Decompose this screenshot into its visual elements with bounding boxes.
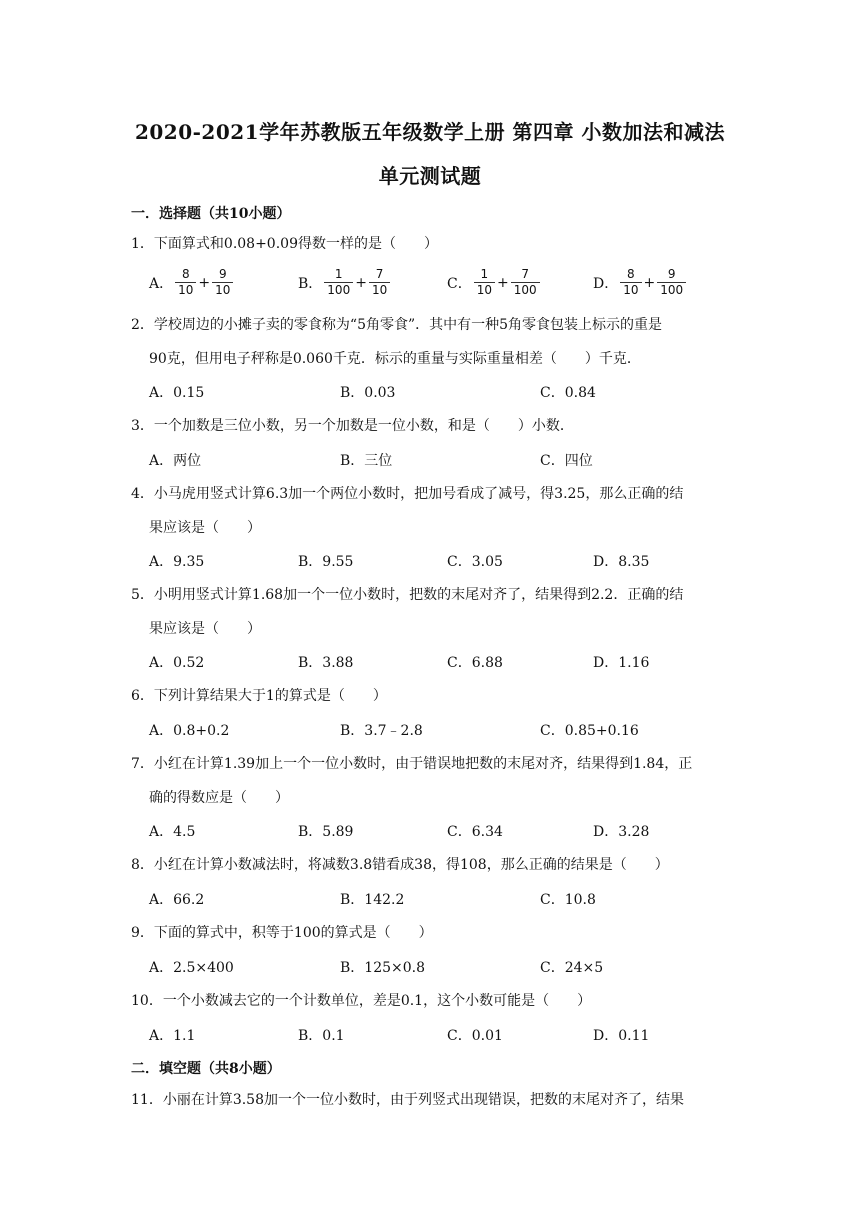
question-7 — [131, 747, 731, 815]
question-text-cont: 果应该是（ ） — [149, 520, 261, 536]
option-b: B．三位 — [340, 453, 393, 469]
question-text: 10．一个小数减去它的一个计数单位，差是0.1，这个小数可能是（ ） — [131, 993, 592, 1009]
option-c: C．24×5 — [540, 960, 604, 976]
option-d: D．3.28 — [593, 824, 650, 840]
question-2-options — [149, 382, 709, 406]
option-d: D．8.35 — [593, 554, 650, 570]
question-1 — [131, 227, 731, 261]
option-b: B．5.89 — [298, 824, 354, 840]
question-1-options — [149, 267, 709, 299]
question-10 — [131, 984, 731, 1018]
option-a: A．两位 — [149, 453, 202, 469]
option-c: C．0.85+0.16 — [540, 723, 639, 739]
option-c: C．0.01 — [447, 1028, 503, 1044]
question-text: 1．下面算式和0.08+0.09得数一样的是（ ） — [131, 236, 438, 252]
question-5 — [131, 578, 731, 646]
option-b: B． $\frac{1}{100}$ + $\frac{7}{10}$ — [298, 267, 392, 298]
section-heading-choice: 一．选择题（共10小题） — [131, 206, 291, 222]
option-a: A．0.15 — [149, 385, 205, 401]
question-text: 9．下面的算式中，积等于100的算式是（ ） — [131, 925, 433, 941]
option-c: C．6.88 — [447, 655, 503, 671]
option-c: C． $\frac{1}{10}$ + $\frac{7}{100}$ — [447, 267, 542, 298]
question-5-options — [149, 652, 709, 676]
option-b: B．0.03 — [340, 385, 396, 401]
section-heading-fill-blank: 二．填空题（共8小题） — [131, 1061, 281, 1077]
option-d: D．1.16 — [593, 655, 650, 671]
option-a: A．2.5×400 — [149, 960, 234, 976]
question-11 — [131, 1083, 731, 1117]
option-a: A．0.52 — [149, 655, 205, 671]
option-c: C．10.8 — [540, 892, 596, 908]
option-b: B．3.88 — [298, 655, 354, 671]
document-subtitle: 单元测试题 — [378, 164, 482, 188]
question-text: 6．下列计算结果大于1的算式是（ ） — [131, 688, 387, 704]
question-text: 4．小马虎用竖式计算6.3加一个两位小数时，把加号看成了减号，得3.25，那么正确的结 — [131, 486, 684, 502]
question-6 — [131, 679, 731, 713]
option-b: B．3.7﹣2.8 — [340, 723, 423, 739]
question-4 — [131, 477, 731, 545]
option-b: B．9.55 — [298, 554, 354, 570]
question-7-options — [149, 821, 709, 845]
question-text: 7．小红在计算1.39加上一个一位小数时，由于错误地把数的末尾对齐，结果得到1.84，正 — [131, 756, 693, 772]
option-d: D． $\frac{8}{10}$ + $\frac{9}{100}$ — [593, 267, 688, 298]
question-text-cont: 90克，但用电子秤称是0.060千克．标示的重量与实际重量相差（ ）千克． — [149, 351, 641, 367]
question-10-options — [149, 1025, 709, 1049]
option-a: A．9.35 — [149, 554, 205, 570]
question-text: 3．一个加数是三位小数，另一个加数是一位小数，和是（ ）小数． — [131, 418, 574, 434]
option-b: B．0.1 — [298, 1028, 345, 1044]
question-text: 11．小丽在计算3.58加一个一位小数时，由于列竖式出现错误，把数的末尾对齐了，结果 — [131, 1092, 684, 1108]
question-text-cont: 果应该是（ ） — [149, 621, 261, 637]
option-a: A． $\frac{8}{10}$ + $\frac{9}{10}$ — [149, 267, 235, 298]
question-8 — [131, 848, 731, 882]
option-c: C．3.05 — [447, 554, 503, 570]
option-a: A．0.8+0.2 — [149, 723, 230, 739]
option-c: C．四位 — [540, 453, 593, 469]
question-text-cont: 确的得数应是（ ） — [149, 790, 289, 806]
option-d: D．0.11 — [593, 1028, 650, 1044]
document-title: 2020-2021学年苏教版五年级数学上册 第四章 小数加法和减法 — [134, 120, 726, 144]
question-text: 8．小红在计算小数减法时，将减数3.8错看成38，得108，那么正确的结果是（ ） — [131, 857, 669, 873]
question-6-options — [149, 720, 709, 744]
option-c: C．0.84 — [540, 385, 596, 401]
option-b: B．142.2 — [340, 892, 405, 908]
option-c: C．6.34 — [447, 824, 503, 840]
question-2 — [131, 308, 731, 376]
option-b: B．125×0.8 — [340, 960, 426, 976]
question-9 — [131, 916, 731, 950]
question-3 — [131, 409, 731, 443]
option-a: A．1.1 — [149, 1028, 196, 1044]
option-a: A．66.2 — [149, 892, 205, 908]
question-3-options — [149, 450, 709, 474]
question-8-options — [149, 889, 709, 913]
question-text: 2．学校周边的小摊子卖的零食称为“5角零食”．其中有一种5角零食包装上标示的重是 — [131, 317, 663, 333]
option-a: A．4.5 — [149, 824, 196, 840]
question-9-options — [149, 957, 709, 981]
question-text: 5．小明用竖式计算1.68加一个一位小数时，把数的末尾对齐了，结果得到2.2．正确的结 — [131, 587, 684, 603]
question-4-options — [149, 551, 709, 575]
